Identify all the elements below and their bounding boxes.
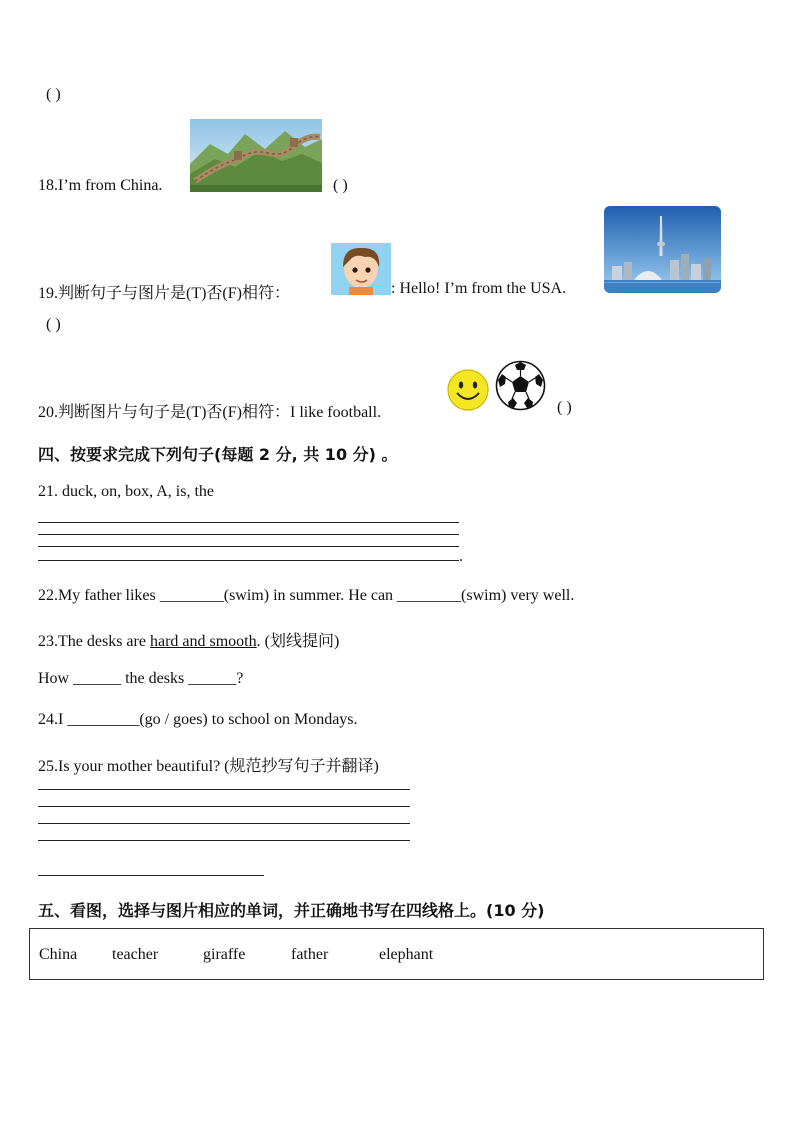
q19-text: 19.判断句子与图片是(T)否(F)相符：: [38, 285, 290, 302]
q21-end-mark: .: [459, 548, 463, 565]
word-bank-item-father: father: [291, 946, 329, 963]
q20-answer-paren[interactable]: ( ): [557, 399, 572, 416]
q23-blank-b[interactable]: ______: [188, 670, 237, 687]
q25-writing-line-4[interactable]: [38, 840, 410, 841]
q21-writing-line-3[interactable]: [38, 546, 459, 547]
q23-line: [38, 628, 339, 651]
q21-text: 21. duck, on, box, A, is, the: [38, 483, 214, 500]
q21-writing-line-1[interactable]: [38, 522, 459, 523]
football-icon: [495, 360, 546, 411]
q23-line2-a: How: [38, 670, 74, 687]
q19-sentence: : Hello! I’m from the USA.: [391, 280, 567, 297]
q21-writing-line-2[interactable]: [38, 534, 459, 535]
word-bank-item-china: China: [39, 946, 78, 963]
q25-translation-line[interactable]: [38, 875, 264, 876]
smiley-face-icon: [446, 368, 490, 412]
great-wall-image: [190, 119, 322, 192]
q25-writing-line-3[interactable]: [38, 823, 410, 824]
city-skyline-image: [604, 206, 721, 293]
q17-answer-paren[interactable]: ( ): [46, 86, 61, 103]
q25-writing-line-1[interactable]: [38, 789, 410, 790]
q18-text: 18.I’m from China.: [38, 177, 163, 194]
q21-writing-line-4[interactable]: [38, 560, 459, 561]
q23-line2-c: ?: [236, 670, 244, 687]
q23-line2-b: the desks: [121, 670, 189, 687]
q22-text-a: 22.My father likes: [38, 587, 160, 604]
word-bank-item-giraffe: giraffe: [203, 946, 246, 963]
q22-text-b: (swim) in summer. He can: [223, 587, 398, 604]
q25-text: 25.Is your mother beautiful? (规范抄写句子并翻译): [38, 758, 379, 775]
q23-answer-line: [38, 670, 243, 688]
q23-blank-a[interactable]: ______: [73, 670, 122, 687]
q24-text-b: (go / goes) to school on Mondays.: [139, 711, 358, 728]
section4-title: 四、按要求完成下列句子(每题 2 分, 共 10 分) 。: [38, 445, 398, 464]
q24-text-a: 24.I: [38, 711, 68, 728]
q22-blank-b[interactable]: ________: [397, 587, 462, 604]
q23-prefix: 23.The desks are: [38, 633, 150, 650]
section5-title: 五、看图，选择与图片相应的单词，并正确地书写在四线格上。(10 分): [38, 901, 545, 920]
q19-answer-paren[interactable]: ( ): [46, 316, 61, 333]
word-bank-box: [29, 928, 764, 980]
word-bank-item-teacher: teacher: [112, 946, 159, 963]
q23-suffix: . (划线提问): [256, 633, 340, 650]
q23-underlined-phrase: hard and smooth: [149, 633, 257, 650]
boy-avatar-image: [331, 243, 391, 295]
q24-line: [38, 711, 358, 729]
q24-blank[interactable]: _________: [67, 711, 140, 728]
q18-answer-paren[interactable]: ( ): [333, 177, 348, 194]
word-bank-item-elephant: elephant: [379, 946, 434, 963]
q22-blank-a[interactable]: ________: [159, 587, 224, 604]
q20-text: 20.判断图片与句子是(T)否(F)相符：I like football.: [38, 404, 382, 421]
q22-text-c: (swim) very well.: [461, 587, 575, 604]
q22-line: [38, 587, 574, 605]
q25-writing-line-2[interactable]: [38, 806, 410, 807]
